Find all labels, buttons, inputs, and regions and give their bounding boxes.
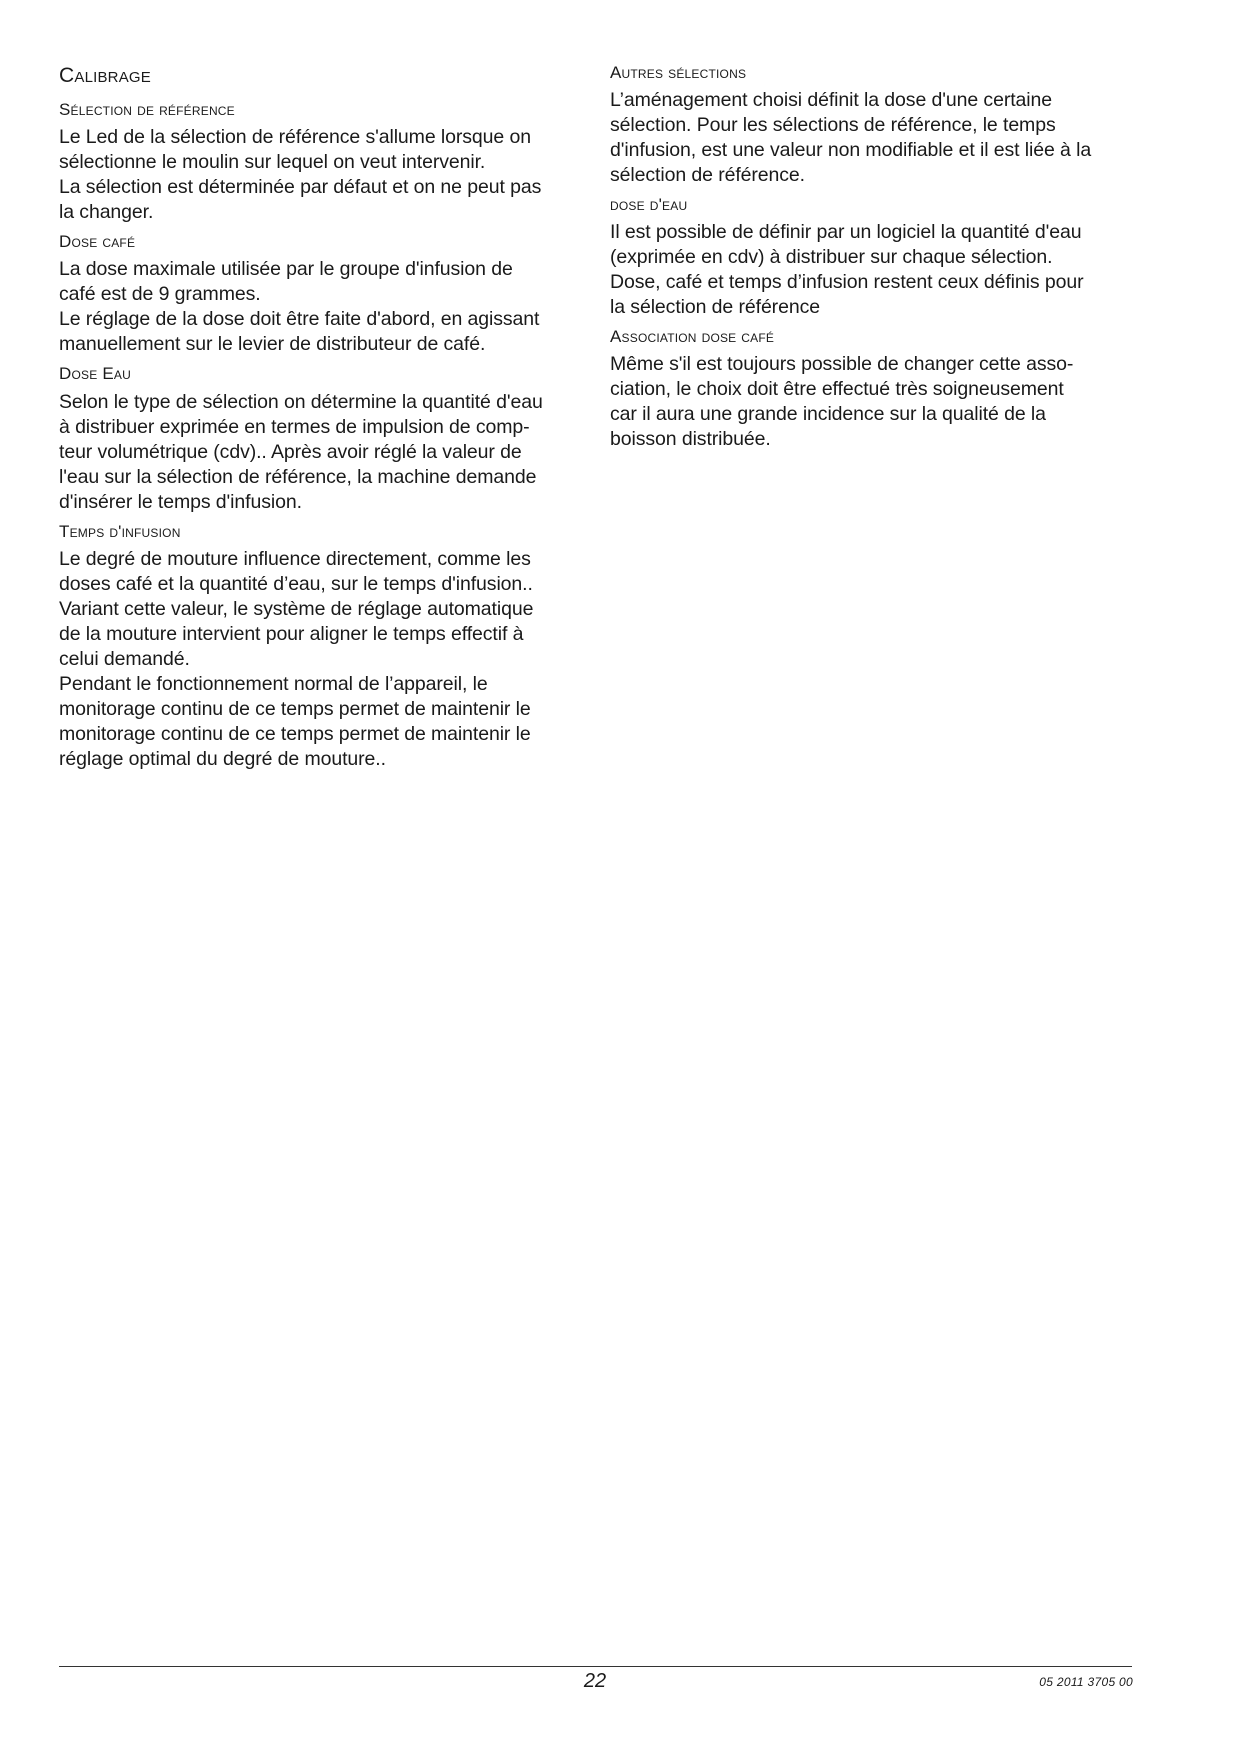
- heading-selection-reference: Sélection de référence: [59, 100, 235, 120]
- section-title-calibrage: Calibrage: [59, 64, 151, 87]
- section-autres-selections: [610, 62, 1140, 188]
- heading-temps-infusion: Temps d'infusion: [59, 521, 181, 541]
- footer-divider: [59, 1666, 1132, 1667]
- right-column: [610, 62, 1140, 458]
- section-dose-eau: [59, 363, 589, 514]
- document-code: 05 2011 3705 00: [1039, 1675, 1133, 1689]
- paragraph-temps-infusion: Le degré de mouture influence directement, comme les doses café et la quantité d’eau, sur le temps d'infusion.. Variant cette valeur, le système de réglage automatique de la mouture intervient pour aligner le temps effectif à celui demandé. Pendant le fonctionnement normal de l’appareil, le monitorage continu de ce temps permet de maintenir le monitorage continu de ce temps permet de maintenir le réglage optimal du degré de mouture..: [59, 547, 534, 770]
- section-temps-infusion: [59, 521, 589, 772]
- page-number: 22: [583, 1670, 607, 1692]
- heading-dose-deau: dose d'eau: [610, 195, 688, 215]
- section-selection-reference: [59, 99, 589, 225]
- section-association-dose-cafe: [610, 326, 1140, 452]
- section-dose-deau: [610, 194, 1140, 320]
- paragraph-dose-cafe: La dose maximale utilisée par le groupe d'infusion de café est de 9 grammes. Le réglage de la dose doit être faite d'abord, en agissant manuellement sur le levier de distributeur de café.: [59, 258, 540, 356]
- heading-association-dose-cafe: Association dose café: [610, 327, 775, 347]
- left-column: [59, 62, 589, 778]
- section-dose-cafe: [59, 231, 589, 357]
- paragraph-selection-reference: Le Led de la sélection de référence s'allume lorsque on sélectionne le moulin sur lequel on veut intervenir. La sélection est déterminée par défaut et on ne peut pas la changer.: [59, 126, 542, 224]
- paragraph-dose-deau: Il est possible de définir par un logiciel la quantité d'eau (exprimée en cdv) à distribuer sur chaque sélection. Dose, café et temps d’infusion restent ceux définis pour la sélection de référence: [610, 221, 1084, 319]
- heading-dose-cafe: Dose café: [59, 232, 136, 252]
- paragraph-association-dose-cafe: Même s'il est toujours possible de changer cette asso- ciation, le choix doit être effectué très soigneusement car il aura une grande incidence sur la qualité de la boisson distribuée.: [610, 353, 1074, 451]
- heading-dose-eau: Dose Eau: [59, 364, 131, 384]
- heading-autres-selections: Autres sélections: [610, 63, 747, 82]
- paragraph-autres-selections: L’aménagement choisi définit la dose d'une certaine sélection. Pour les sélections de référence, le temps d'infusion, est une valeur non modifiable et il est liée à la sélection de référence.: [610, 89, 1092, 187]
- paragraph-dose-eau: Selon le type de sélection on détermine la quantité d'eau à distribuer exprimée en termes de impulsion de comp- teur volumétrique (cdv).. Après avoir réglé la valeur de l'eau sur la sélection de référence, la machine demande d'insérer le temps d'infusion.: [59, 390, 543, 513]
